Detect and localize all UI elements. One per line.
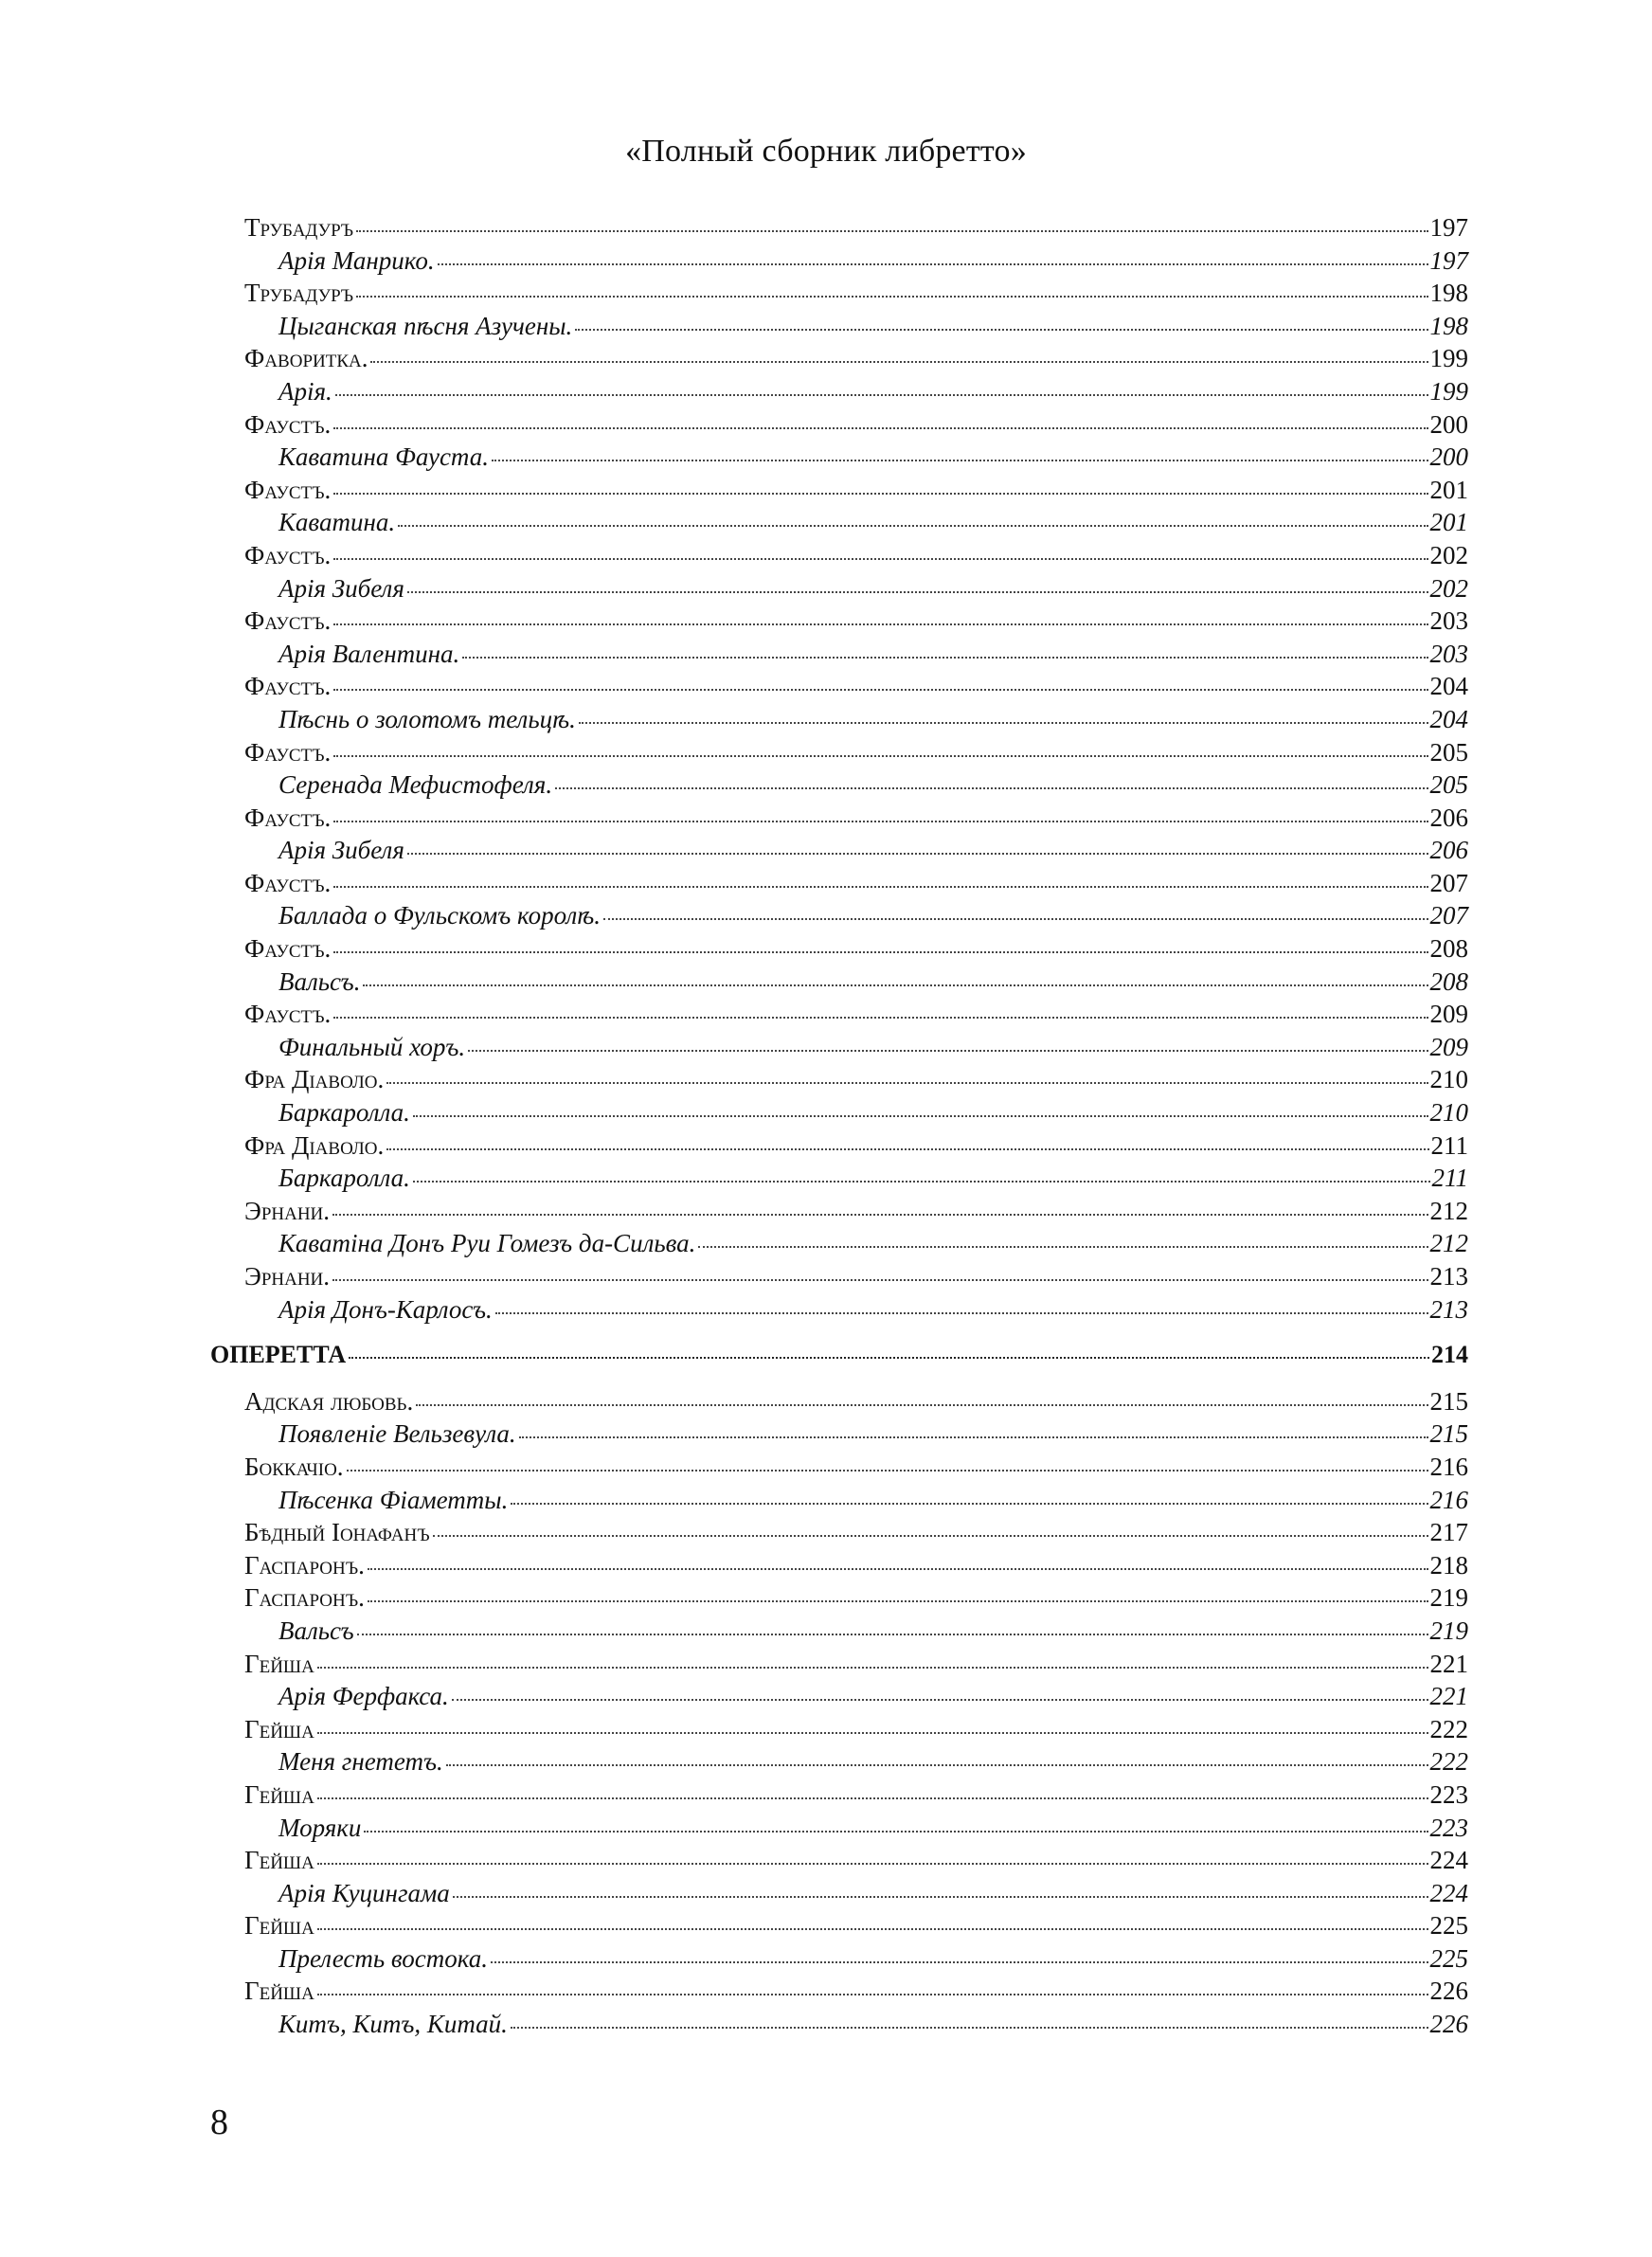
- entry-title: Гейша: [244, 1714, 314, 1743]
- entry-page-number: 208: [1429, 966, 1468, 996]
- entry-title: Каватина Фауста.: [278, 442, 490, 472]
- dot-leader: [357, 1634, 1428, 1635]
- entry-page-number: 216: [1429, 1485, 1468, 1514]
- toc-entry-opera[interactable]: [210, 1260, 1468, 1293]
- dot-leader: [438, 263, 1428, 265]
- dot-leader: [333, 558, 1428, 560]
- toc-entry-opera[interactable]: [210, 1063, 1468, 1096]
- section-page-number: 214: [1431, 1341, 1468, 1369]
- toc-entry-aria[interactable]: [210, 1096, 1468, 1129]
- entry-title: Боккачіо.: [244, 1452, 344, 1481]
- entry-title: Цыганская пѣсня Азучены.: [278, 311, 573, 340]
- entry-page-number: 224: [1429, 1878, 1468, 1907]
- toc-entry-opera[interactable]: [210, 932, 1468, 966]
- entry-title: Арія Ферфакса.: [278, 1682, 449, 1711]
- toc-entry-operetta[interactable]: [210, 1648, 1468, 1681]
- dot-leader: [368, 1568, 1428, 1570]
- dot-leader: [317, 1928, 1428, 1930]
- operetta-entries-list: [210, 1385, 1468, 2041]
- entry-page-number: 215: [1429, 1419, 1468, 1449]
- dot-leader: [332, 1279, 1428, 1281]
- dot-leader: [603, 918, 1428, 920]
- dot-leader: [317, 1797, 1428, 1799]
- toc-entry-aria[interactable]: [210, 768, 1468, 802]
- dot-leader: [446, 1764, 1428, 1766]
- toc-entry-operetta[interactable]: [210, 1844, 1468, 1877]
- dot-leader: [398, 525, 1428, 527]
- entry-page-number: 198: [1429, 279, 1468, 308]
- entry-page-number: 221: [1429, 1649, 1468, 1678]
- dot-leader: [492, 460, 1428, 461]
- entry-page-number: 198: [1429, 311, 1468, 340]
- entry-page-number: 203: [1429, 639, 1468, 668]
- entry-page-number: 222: [1429, 1747, 1468, 1777]
- dot-leader: [317, 1994, 1428, 1995]
- entry-title: Арія.: [278, 376, 332, 406]
- entry-page-number: 210: [1429, 1065, 1468, 1094]
- dot-leader: [453, 1896, 1428, 1898]
- toc-entry-opera[interactable]: [210, 342, 1468, 375]
- dot-leader: [335, 394, 1428, 396]
- dot-leader: [349, 1357, 1429, 1359]
- entry-page-number: 218: [1429, 1550, 1468, 1580]
- toc-entry-aria[interactable]: [210, 310, 1468, 343]
- toc-entry-opera[interactable]: [210, 211, 1468, 244]
- toc-entry-operetta[interactable]: [210, 1909, 1468, 1942]
- dot-leader: [368, 1600, 1428, 1602]
- entry-page-number: 207: [1429, 901, 1468, 930]
- entry-page-number: 199: [1429, 344, 1468, 373]
- entry-title: Баркаролла.: [278, 1164, 410, 1193]
- dot-leader: [317, 1732, 1428, 1734]
- dot-leader: [333, 821, 1428, 822]
- dot-leader: [333, 1017, 1428, 1019]
- entry-title: Меня гнететъ.: [278, 1747, 443, 1777]
- dot-leader: [468, 1050, 1428, 1052]
- dot-leader: [511, 2027, 1428, 2029]
- entry-title: Вальсъ.: [278, 966, 361, 996]
- entry-page-number: 219: [1429, 1583, 1468, 1613]
- entry-title: Арія Зибеля: [278, 836, 404, 865]
- entry-title: Фаустъ.: [244, 540, 332, 569]
- entry-title: Фаустъ.: [244, 737, 332, 767]
- entry-title: Эрнани.: [244, 1196, 331, 1225]
- entry-page-number: 215: [1429, 1386, 1468, 1416]
- toc-entry-aria[interactable]: [210, 1227, 1468, 1260]
- dot-leader: [555, 787, 1428, 789]
- dot-leader: [317, 1863, 1428, 1865]
- toc-entry-aria[interactable]: [210, 572, 1468, 605]
- entry-title: Гейша: [244, 1911, 314, 1941]
- toc-entry-aria[interactable]: [210, 1484, 1468, 1517]
- entry-page-number: 208: [1429, 934, 1468, 964]
- toc-entry-aria[interactable]: [210, 375, 1468, 408]
- entry-page-number: 204: [1429, 704, 1468, 733]
- entry-page-number: 226: [1429, 1977, 1468, 2006]
- toc-entry-opera[interactable]: [210, 1195, 1468, 1228]
- toc-entry-aria[interactable]: [210, 834, 1468, 867]
- toc-entry-operetta[interactable]: [210, 1713, 1468, 1746]
- entry-page-number: 217: [1429, 1518, 1468, 1547]
- dot-leader: [579, 722, 1428, 724]
- entry-title: Гейша: [244, 1649, 314, 1678]
- dot-leader: [333, 886, 1428, 888]
- entry-title: Арія Донъ-Карлосъ.: [278, 1294, 493, 1324]
- dot-leader: [356, 296, 1428, 298]
- toc-entry-opera[interactable]: [210, 998, 1468, 1031]
- entry-title: Финальный хоръ.: [278, 1032, 466, 1061]
- entry-title: Пѣсенка Фіаметты.: [278, 1485, 509, 1514]
- toc-entry-aria[interactable]: [210, 899, 1468, 932]
- entry-page-number: 199: [1429, 376, 1468, 406]
- section-heading-operetta[interactable]: [210, 1339, 1468, 1372]
- toc-entry-operetta[interactable]: [210, 1779, 1468, 1812]
- entry-title: Китъ, Китъ, Китай.: [278, 2010, 508, 2039]
- entry-title: Адская любовь.: [244, 1386, 414, 1416]
- entry-title: Трубадуръ: [244, 279, 354, 308]
- toc-entry-aria[interactable]: [210, 1745, 1468, 1779]
- toc-entry-opera[interactable]: [210, 1129, 1468, 1163]
- toc-entry-opera[interactable]: [210, 277, 1468, 310]
- dot-leader: [333, 755, 1428, 757]
- dot-leader: [333, 951, 1428, 953]
- dot-leader: [386, 1148, 1428, 1150]
- toc-entry-aria[interactable]: [210, 1031, 1468, 1064]
- toc-entry-aria[interactable]: [210, 441, 1468, 474]
- entry-title: Фаустъ.: [244, 409, 332, 439]
- entry-page-number: 224: [1429, 1846, 1468, 1875]
- entry-page-number: 201: [1429, 475, 1468, 504]
- dot-leader: [495, 1312, 1428, 1314]
- dot-leader: [491, 1961, 1428, 1963]
- toc-entry-operetta[interactable]: [210, 1581, 1468, 1615]
- toc-entry-aria[interactable]: [210, 1293, 1468, 1327]
- entry-page-number: 221: [1429, 1682, 1468, 1711]
- entry-page-number: 200: [1429, 409, 1468, 439]
- entry-title: Пѣснь о золотомъ тельцѣ.: [278, 704, 576, 733]
- entry-page-number: 212: [1429, 1196, 1468, 1225]
- toc-entry-opera[interactable]: [210, 670, 1468, 703]
- toc-entry-aria[interactable]: [210, 1615, 1468, 1648]
- table-of-contents: [210, 211, 1468, 2041]
- dot-leader: [332, 1214, 1428, 1216]
- entry-title: Каватіна Донъ Руи Гомезъ да-Сильва.: [278, 1229, 696, 1258]
- entry-page-number: 216: [1429, 1452, 1468, 1481]
- page-number: 8: [210, 2103, 228, 2142]
- entry-title: Арія Зибеля: [278, 573, 404, 603]
- entry-page-number: 202: [1429, 540, 1468, 569]
- entry-title: Гейша: [244, 1977, 314, 2006]
- toc-entry-opera[interactable]: [210, 539, 1468, 572]
- entry-title: Арія Манрико.: [278, 245, 435, 275]
- entry-page-number: 204: [1429, 672, 1468, 701]
- entry-title: Фаустъ.: [244, 803, 332, 832]
- entry-title: Фаустъ.: [244, 934, 332, 964]
- dot-leader: [433, 1535, 1428, 1537]
- toc-entry-aria[interactable]: [210, 1877, 1468, 1910]
- entry-page-number: 197: [1429, 213, 1468, 242]
- entry-title: Бѣдный Іонафанъ: [244, 1518, 430, 1547]
- entry-page-number: 201: [1429, 508, 1468, 537]
- toc-entry-aria[interactable]: [210, 2008, 1468, 2041]
- entry-page-number: 213: [1429, 1262, 1468, 1291]
- dot-leader: [364, 1831, 1428, 1833]
- toc-entry-aria[interactable]: [210, 1162, 1468, 1195]
- entry-title: Арія Валентина.: [278, 639, 460, 668]
- entry-page-number: 226: [1429, 2010, 1468, 2039]
- dot-leader: [452, 1699, 1428, 1701]
- entry-page-number: 222: [1429, 1714, 1468, 1743]
- dot-leader: [333, 689, 1428, 691]
- entry-page-number: 197: [1429, 245, 1468, 275]
- entry-page-number: 223: [1429, 1779, 1468, 1809]
- entry-page-number: 200: [1429, 442, 1468, 472]
- toc-entry-aria[interactable]: [210, 506, 1468, 539]
- entry-page-number: 205: [1429, 737, 1468, 767]
- entry-title: Баркаролла.: [278, 1098, 410, 1128]
- entry-page-number: 203: [1429, 606, 1468, 636]
- entry-page-number: 225: [1429, 1911, 1468, 1941]
- entry-page-number: 205: [1429, 770, 1468, 800]
- dot-leader: [413, 1115, 1428, 1117]
- section-title: ОПЕРЕТТА: [210, 1341, 347, 1369]
- entry-page-number: 223: [1429, 1813, 1468, 1842]
- entry-page-number: 211: [1430, 1130, 1468, 1160]
- toc-entry-aria[interactable]: [210, 1942, 1468, 1976]
- entry-title: Фаворитка.: [244, 344, 368, 373]
- dot-leader: [519, 1436, 1428, 1438]
- entry-title: Фаустъ.: [244, 475, 332, 504]
- entry-title: Каватина.: [278, 508, 396, 537]
- entry-page-number: 206: [1429, 803, 1468, 832]
- toc-entry-aria[interactable]: [210, 638, 1468, 671]
- toc-entry-opera[interactable]: [210, 408, 1468, 442]
- dot-leader: [575, 329, 1428, 331]
- entry-page-number: 207: [1429, 868, 1468, 897]
- entry-page-number: 209: [1429, 1032, 1468, 1061]
- toc-entry-operetta[interactable]: [210, 1451, 1468, 1484]
- toc-entry-operetta[interactable]: [210, 1975, 1468, 2008]
- entry-title: Вальсъ: [278, 1616, 354, 1645]
- dot-leader: [356, 230, 1428, 232]
- entry-title: Фра Діаволо.: [244, 1065, 385, 1094]
- dot-leader: [407, 853, 1428, 855]
- entry-page-number: 209: [1429, 1000, 1468, 1029]
- entry-page-number: 206: [1429, 836, 1468, 865]
- toc-entry-operetta[interactable]: [210, 1516, 1468, 1549]
- toc-entry-operetta[interactable]: [210, 1549, 1468, 1582]
- entry-title: Арія Куцингама: [278, 1878, 450, 1907]
- entry-page-number: 202: [1429, 573, 1468, 603]
- entry-page-number: 213: [1429, 1294, 1468, 1324]
- dot-leader: [698, 1246, 1428, 1248]
- entry-title: Фра Діаволо.: [244, 1130, 385, 1160]
- toc-entry-opera[interactable]: [210, 867, 1468, 900]
- entry-page-number: 212: [1429, 1229, 1468, 1258]
- entry-title: Баллада о Фульскомъ королѣ.: [278, 901, 602, 930]
- entry-title: Гаспаронъ.: [244, 1550, 365, 1580]
- entry-title: Гейша: [244, 1846, 314, 1875]
- dot-leader: [416, 1404, 1428, 1406]
- toc-entry-aria[interactable]: [210, 1417, 1468, 1451]
- toc-entry-aria[interactable]: [210, 703, 1468, 736]
- dot-leader: [363, 984, 1428, 986]
- entry-page-number: 210: [1429, 1098, 1468, 1128]
- entry-title: Прелесть востока.: [278, 1943, 488, 1973]
- entry-title: Моряки: [278, 1813, 362, 1842]
- toc-entry-opera[interactable]: [210, 605, 1468, 638]
- toc-entry-opera[interactable]: [210, 802, 1468, 835]
- toc-entry-aria[interactable]: [210, 244, 1468, 278]
- dot-leader: [347, 1470, 1428, 1472]
- dot-leader: [386, 1082, 1428, 1084]
- entry-title: Серенада Мефистофеля.: [278, 770, 553, 800]
- toc-entry-aria[interactable]: [210, 1680, 1468, 1713]
- toc-entry-operetta[interactable]: [210, 1385, 1468, 1418]
- toc-entry-opera[interactable]: [210, 736, 1468, 769]
- entry-title: Фаустъ.: [244, 868, 332, 897]
- dot-leader: [370, 361, 1428, 363]
- dot-leader: [511, 1503, 1428, 1505]
- entry-title: Эрнани.: [244, 1262, 331, 1291]
- dot-leader: [333, 427, 1428, 429]
- entry-title: Трубадуръ: [244, 213, 354, 242]
- entry-title: Гейша: [244, 1779, 314, 1809]
- toc-entry-aria[interactable]: [210, 1812, 1468, 1845]
- entry-title: Фаустъ.: [244, 1000, 332, 1029]
- dot-leader: [333, 493, 1428, 495]
- running-title: «Полный сборник либретто»: [625, 134, 1027, 169]
- entry-page-number: 219: [1429, 1616, 1468, 1645]
- entry-title: Появленіе Вельзевула.: [278, 1419, 516, 1449]
- entry-title: Фаустъ.: [244, 606, 332, 636]
- toc-entry-aria[interactable]: [210, 966, 1468, 999]
- dot-leader: [317, 1667, 1428, 1669]
- entry-page-number: 211: [1431, 1164, 1468, 1193]
- entry-title: Фаустъ.: [244, 672, 332, 701]
- dot-leader: [333, 623, 1428, 625]
- toc-entry-opera[interactable]: [210, 474, 1468, 507]
- dot-leader: [407, 591, 1428, 593]
- entry-page-number: 225: [1429, 1943, 1468, 1973]
- dot-leader: [413, 1181, 1430, 1183]
- opera-entries-list: [210, 211, 1468, 1326]
- entry-title: Гаспаронъ.: [244, 1583, 365, 1613]
- dot-leader: [462, 657, 1428, 659]
